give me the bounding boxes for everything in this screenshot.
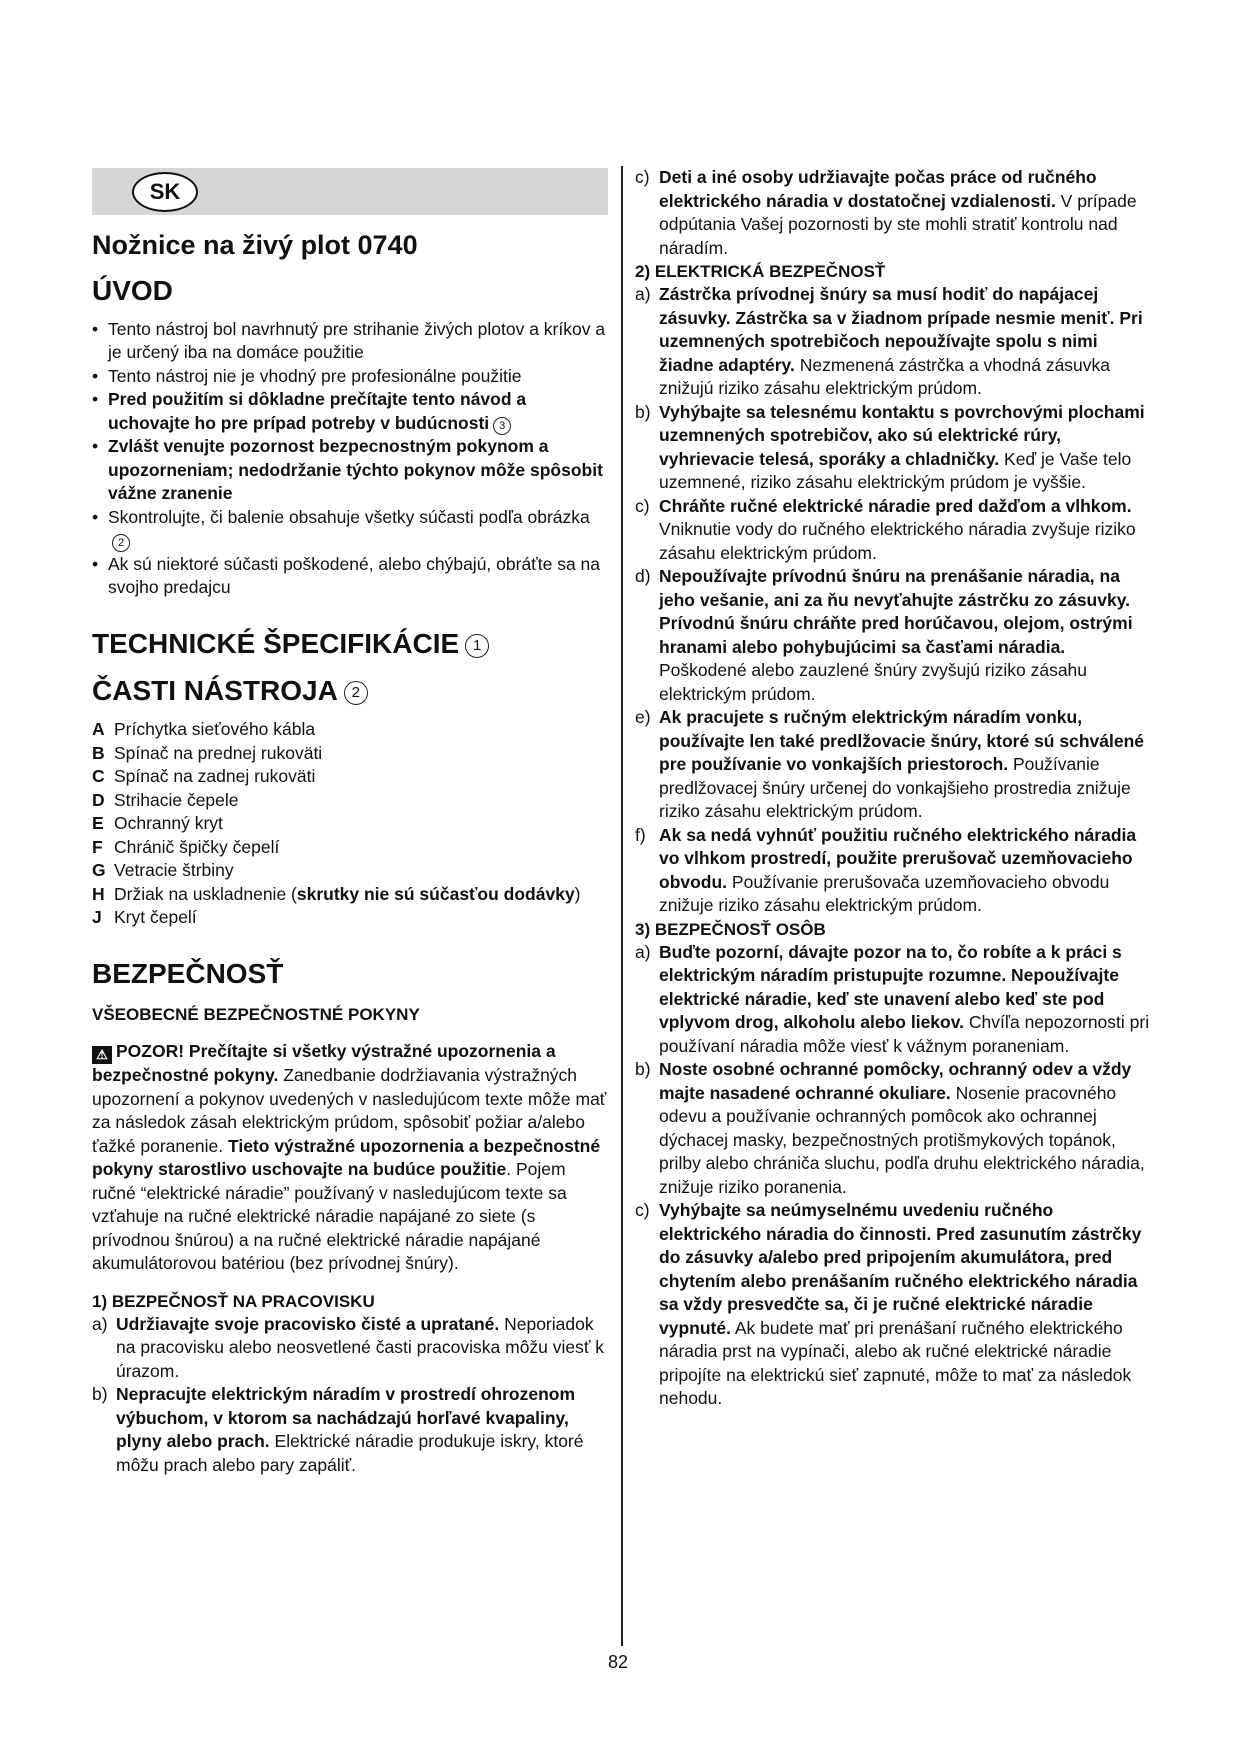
section-title: 2) ELEKTRICKÁ BEZPEČNOSŤ [635, 262, 886, 281]
list-item: c) Deti a iné osoby udržiavajte počas práce od ručného elektrického náradia v dostatočnej vzdialenosti. V prípade odpútania Vašej pozornosti by ste mohli stratiť kontrolu nad náradím. [635, 167, 1137, 258]
list-item: • Ak sú niektoré súčasti poškodené, alebo chýbajú, obráťte sa na svojho predajcu [92, 553, 608, 600]
list-item: • Pred použitím si dôkladne prečítajte tento návod a uchovajte ho pre prípad potreby v budúcnosti 3 [92, 388, 608, 435]
general-safety-heading: VŠEOBECNÉ BEZPEČNOSTNÉ POKYNY [92, 1005, 420, 1025]
safety-heading: BEZPEČNOSŤ [92, 957, 284, 989]
list-item: c) Chráňte ručné elektrické náradie pred dažďom a vlhkom. Vniknutie vody do ručného elektrického náradia zvyšuje riziko zásahu elektrickým prúdom. [635, 495, 1136, 563]
list-item: f) Ak sa nedá vyhnúť použitiu ručného elektrického náradia vo vlhkom prostredí, použite prerušovač uzemňovacieho obvodu. Používanie prerušovača uzemňovacieho obvodu znižuje riziko zásahu elektrickým prúdom. [635, 824, 1137, 915]
language-header-bar [92, 168, 608, 215]
figure-ref-2: 2 [112, 534, 130, 552]
list-item: c) Vyhýbajte sa neúmyselnému uvedeniu ručného elektrického náradia do činnosti. Pred zasunutím zástrčky do zásuvky a/alebo pred pripojením akumulátora, pred chytením alebo prenášaním ručného elektrického náradia sa vždy presvedčte sa, či je ručné elektrické náradie vypnuté. Ak budete mať pri prenášaní ručného elektrického náradia prst na vypínači, alebo ak ručné elektrické náradie pripojíte na elektrickú sieť zapnuté, môže to mať za následok nehodu. [635, 1200, 1142, 1408]
left-column [92, 168, 608, 1477]
section-title: 3) BEZPEČNOSŤ OSÔB [635, 919, 826, 939]
list-item: • Zvlášt venujte pozornost bezpecnostným pokynom a upozorneniam; nedodržanie týchto pokynov môže spôsobit vážne zranenie [92, 435, 608, 506]
list-item: e) Ak pracujete s ručným elektrickým náradím vonku, používajte len také predlžovacie šnúry, ktoré sú schválené pre používanie vo vonkajších priestoroch. Používanie predlžovacej šnúry určenej do vonkajšieho prostredia znižuje riziko zásahu elektrickým prúdom. [635, 707, 1145, 821]
list-item: C Spínač na zadnej rukoväti [92, 766, 316, 787]
list-item: B Spínač na prednej rukoväti [92, 742, 323, 763]
list-item: G Vetracie štrbiny [92, 860, 234, 881]
list-item: a) Zástrčka prívodnej šnúry sa musí hodiť do napájacej zásuvky. Zástrčka sa v žiadnom prípade nesmie meniť. Pri uzemnených spotrebičoch nepoužívajte spolu s nimi žiadne adaptéry. Nezmenená zástrčka a vhodná zásuvka znižujú riziko zásahu elektrickým prúdom. [635, 284, 1143, 398]
figure-ref-1: 1 [465, 634, 489, 658]
general-warning-paragraph: ⚠ POZOR! Prečítajte si všetky výstražné upozornenia a bezpečnostné pokyny. Zanedbanie dodržiavania výstražných upozornení a pokynov uvedených v nasledujúcom texte môže mať za následok zásah elektrickým prúdom, spôsobiť požiar a/alebo ťažké poranenie. Tieto výstražné upozornenia a bezpečnostné pokyny starostlivo uschovajte na budúce použitie. Pojem ručné “elektrické náradie” používaný v nasledujúcom texte sa vzťahuje na ručné elektrické náradie napájané zo siete (s prívodnou šnúrou) a na ručné elektrické náradie napájané akumulátorovou batériou (bez prívodnej šnúry). [92, 1041, 607, 1274]
list-item: b) Vyhýbajte sa telesnému kontaktu s povrchovými plochami uzemnených spotrebičov, ako sú elektrické rúry, vyhrievacie telesá, sporáky a chladničky. Keď je Vaše telo uzemnené, riziko zásahu elektrickým prúdom je vyššie. [635, 401, 1145, 492]
list-item: J Kryt čepelí [92, 907, 197, 928]
section-title: 1) BEZPEČNOSŤ NA PRACOVISKU [92, 1291, 375, 1311]
list-item: a) Udržiavajte svoje pracovisko čisté a upratané. Neporiadok na pracovisku alebo neosvetlené časti pracoviska môžu viesť k úrazom. [92, 1313, 605, 1381]
column-divider [621, 166, 623, 1646]
list-item: b) Noste osobné ochranné pomôcky, ochranný odev a vždy majte nasadené ochranné okuliare. Nosenie pracovného odevu a používanie ochranných pomôcok ako ochrannej dýchacej masky, bezpečnostných protišmykových topánok, prilby alebo chrániča sluchu, podľa druhu elektrického náradia, znižuje riziko poranenia. [635, 1059, 1145, 1197]
list-item: E Ochranný kryt [92, 813, 223, 834]
list-item: A Príchytka sieťového kábla [92, 719, 316, 740]
parts-heading: ČASTI NÁSTROJA 2 [92, 671, 608, 710]
parts-list [92, 718, 608, 930]
list-item: • Tento nástroj bol navrhnutý pre strihanie živých plotov a kríkov a je určený iba na domáce použitie [92, 318, 608, 365]
page-number: 82 [608, 1652, 629, 1672]
list-item: a) Buďte pozorní, dávajte pozor na to, čo robíte a k práci s elektrickým náradím pristupujte rozumne. Nepoužívajte elektrické náradie, keď ste unavení alebo keď ste pod vplyvom drog, alkoholu alebo liekov. Chvíľa nepozornosti pri používaní náradia môže viesť k vážnym poraneniam. [635, 941, 1150, 1056]
list-item: b) Nepracujte elektrickým náradím v prostredí ohrozenom výbuchom, v ktorom sa nachádzajú horľavé kvapaliny, plyny alebo prach. Elektrické náradie produkuje iskry, ktoré môžu prach alebo pary zapáliť. [92, 1384, 584, 1475]
list-item: D Strihacie čepele [92, 789, 239, 810]
warning-triangle-icon: ⚠ [92, 1046, 112, 1064]
list-item: • Skontrolujte, či balenie obsahuje všetky súčasti podľa obrázka2 [92, 506, 608, 553]
tech-spec-heading: TECHNICKÉ ŠPECIFIKÁCIE 1 [92, 624, 608, 663]
product-title: Nožnice na živý plot 0740 [92, 230, 418, 260]
list-item: F Chránič špičky čepelí [92, 836, 280, 857]
intro-heading: ÚVOD [92, 274, 173, 306]
intro-bullet-list [92, 318, 608, 600]
right-column [635, 166, 1155, 1411]
list-item: d) Nepoužívajte prívodnú šnúru na prenášanie náradia, na jeho vešanie, ani za ňu nevyťahujte zástrčku zo zásuvky. Prívodnú šnúru chráňte pred horúčavou, olejom, ostrými hranami alebo pohybujúcimi sa časťami náradia. Poškodené alebo zauzlené šnúry zvyšujú riziko zásahu elektrickým prúdom. [635, 566, 1133, 704]
figure-ref-2: 2 [344, 681, 368, 705]
figure-ref-3: 3 [493, 417, 511, 435]
language-badge: SK [132, 172, 198, 212]
list-item: H Držiak na uskladnenie (skrutky nie sú súčasťou dodávky) [92, 883, 581, 904]
list-item: • Tento nástroj nie je vhodný pre profesionálne použitie [92, 365, 608, 389]
